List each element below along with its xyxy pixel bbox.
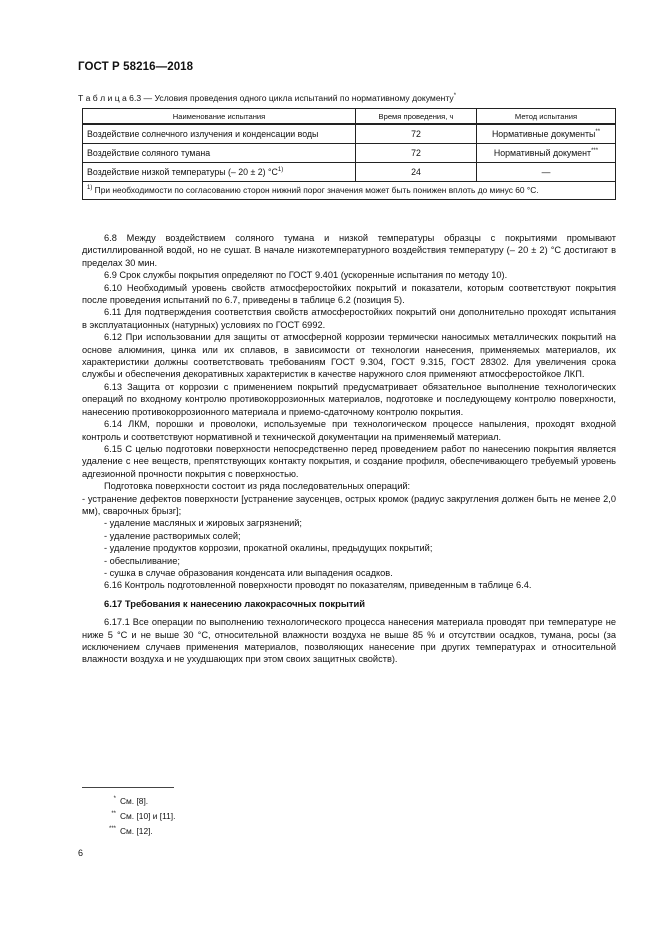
method-text: Нормативный документ	[493, 148, 592, 158]
footnote	[82, 826, 282, 836]
footnote-mark: ***	[108, 826, 116, 832]
cell-duration: 24	[356, 163, 477, 182]
cell-test-name: Воздействие солнечного излучения и конденсации воды	[83, 124, 356, 144]
paragraph: 6.8 Между воздействием соляного тумана и низкой температуры образцы с покрытиями промывают дистиллированной водой, но не сушат. В начале низкотемпературного воздействия температуру (– 20 ± 2) °С достигают в пределах 30 мин.	[82, 233, 616, 268]
paragraph: 6.14 ЛКМ, порошки и проволоки, используемые при технологическом процессе напыления, проходят входной контроль и соответствуют нормативной и технической документации на применяемый материал.	[82, 419, 616, 442]
cell-duration: 72	[356, 144, 477, 163]
table-row	[83, 144, 616, 163]
footnote-separator	[82, 787, 174, 788]
paragraph: 6.15 С целью подготовки поверхности непосредственно перед проведением работ по нанесению покрытия является удаление с нее веществ, препятствующих контакту покрытия, и создание профиля, обеспечивающего требуемый уровень адгезионной прочности покрытия с поверхностью.	[82, 443, 616, 479]
cell-method	[477, 124, 616, 144]
table-note-mark: 1)	[87, 185, 93, 191]
cell-method	[477, 144, 616, 163]
table-caption	[78, 93, 618, 104]
method-footnote-mark: ***	[591, 148, 599, 154]
footnote-mark: *	[113, 796, 116, 802]
standard-header: ГОСТ Р 58216—2018	[78, 61, 194, 73]
list-item: - сушка в случае образования конденсата или выпадения осадков.	[104, 567, 393, 578]
page-number: 6	[78, 848, 84, 858]
test-name-text: Воздействие низкой температуры (– 20 ± 2) °С	[87, 167, 278, 177]
cell-method: —	[477, 163, 616, 182]
paragraph: Подготовка поверхности состоит из ряда последовательных операций:	[104, 481, 411, 492]
paragraph: 6.13 Защита от коррозии с применением покрытий предусматривает обязательное выполнение технологических операций по входному контролю противокоррозионных материалов, подготовке и последующему контролю поверхности, нанесению противокоррозионного материала и приемо-сдаточному контролю покрытия.	[82, 381, 616, 417]
test-conditions-table	[82, 108, 616, 200]
table-note-text: При необходимости по согласованию сторон нижний порог значения может быть понижен вплоть до минус 60 °С.	[92, 185, 539, 195]
table-header-row	[83, 109, 616, 125]
footnote	[82, 796, 282, 806]
paragraph: 6.11 Для подтверждения соответствия свойств атмосферостойких покрытий они дополнительно проходят испытания в эксплуатационных (натурных) условиях по ГОСТ 6992.	[82, 307, 616, 330]
table-row	[83, 163, 616, 182]
table-caption-text: — Условия проведения одного цикла испытаний по нормативному документу	[141, 93, 454, 103]
paragraph: 6.12 При использовании для защиты от атмосферной коррозии термически наносимых металлических покрытий на основе алюминия, цинка или их сплавов, в зависимости от технологии нанесения, применяемых материалов, их характеристики должны соответствовать требованиям ГОСТ 9.304, ГОСТ 9.315, ГОСТ 28302. Для увеличения срока службы и обеспечения декоративных характеристик в качестве наружного слоя применяют атмосферостойкое ЛКП.	[82, 332, 616, 380]
cell-test-name: Воздействие соляного тумана	[83, 144, 356, 163]
paragraph: 6.9 Срок службы покрытия определяют по ГОСТ 9.401 (ускоренные испытания по методу 10).	[104, 270, 508, 281]
body-text	[82, 232, 616, 666]
method-text: Нормативные документы	[491, 129, 596, 139]
footnote-text: См. [10] и [11].	[120, 811, 176, 821]
column-header-duration: Время проведения, ч	[356, 109, 477, 125]
section-heading: 6.17 Требования к нанесению лакокрасочных покрытий	[104, 597, 365, 609]
table-note-row	[83, 182, 616, 200]
footnote-text: См. [12].	[120, 826, 153, 836]
list-item: - удаление продуктов коррозии, прокатной окалины, предыдущих покрытий;	[104, 543, 433, 554]
list-item: - удаление масляных и жировых загрязнений;	[104, 518, 302, 529]
footnote-mark: **	[111, 811, 116, 817]
column-header-test-name: Наименование испытания	[83, 109, 356, 125]
column-header-method: Метод испытания	[477, 109, 616, 125]
list-item: - обеспыливание;	[104, 555, 180, 566]
paragraph: 6.16 Контроль подготовленной поверхности проводят по показателям, приведенным в таблице 6.4.	[104, 580, 532, 591]
paragraph: 6.10 Необходимый уровень свойств атмосферостойких покрытий и показатели, которым соответствуют покрытия после проведения испытаний по 6.7, приведены в таблице 6.2 (позиция 5).	[82, 282, 616, 306]
table-note	[83, 182, 616, 200]
paragraph: 6.17.1 Все операции по выполнению технологического процесса нанесения материала проводят при температуре не ниже 5 °С и не выше 30 °С, относительной влажности воздуха не выше 85 % и отсутствии осадков, тумана, росы (за исключением случаев применения материалов, позволяющих нанесение при других температурах и относительной влажности воздуха и не ухудшающих при этом своих защитных свойств).	[82, 617, 616, 665]
footnote-text: См. [8].	[120, 796, 149, 806]
list-item: - устранение дефектов поверхности [устранение заусенцев, острых кромок (радиус закругления должен быть не менее 2,0 мм), сварочных брызг];	[82, 493, 616, 516]
cell-test-name	[83, 163, 356, 182]
footnote	[82, 811, 282, 821]
table-row	[83, 124, 616, 144]
method-footnote-mark: **	[595, 129, 601, 135]
cell-duration: 72	[356, 124, 477, 144]
list-item: - удаление растворимых солей;	[104, 530, 241, 541]
test-name-footnote-mark: 1)	[277, 167, 284, 173]
table-caption-footnote-mark: *	[453, 93, 457, 99]
table-caption-prefix: Т а б л и ц а 6.3	[78, 93, 142, 103]
